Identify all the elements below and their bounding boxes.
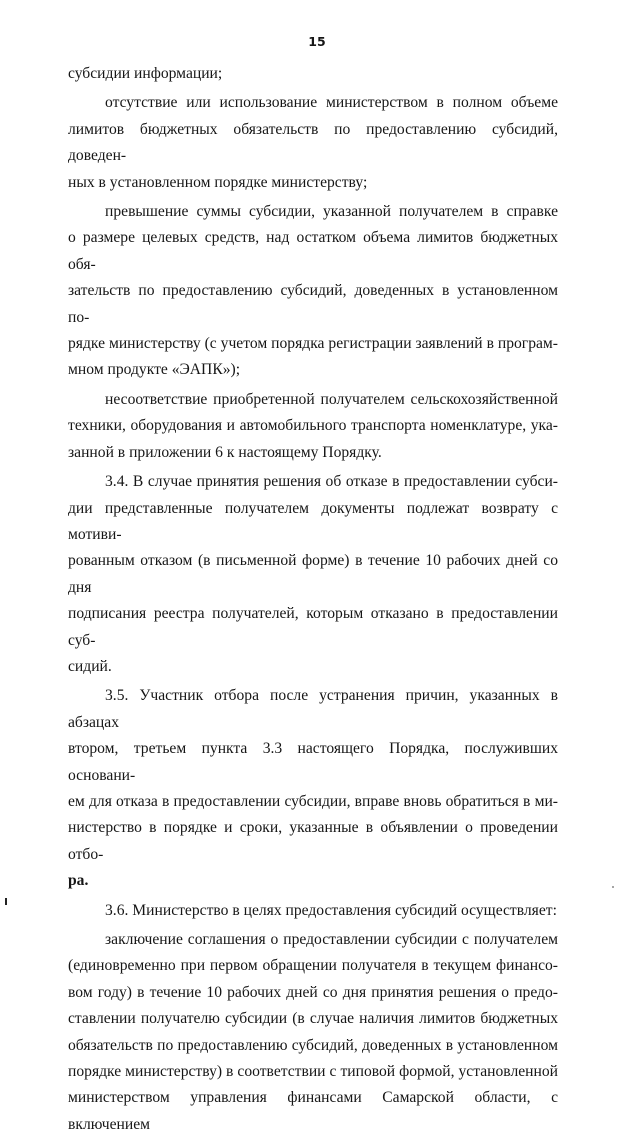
text-line: превышение суммы субсидии, указанной получателем в справке — [105, 203, 558, 221]
text-line: о размере целевых средств, над остатком объема лимитов бюджетных обя- — [68, 229, 558, 273]
text-line: втором, третьем пункта 3.3 настоящего Порядка, послуживших основани- — [68, 740, 558, 784]
text-line: техники, оборудования и автомобильного транспорта номенклатуре, ука- — [68, 417, 558, 435]
text-line: обязательств по предоставлению субсидий, доведенных в установленном — [68, 1036, 558, 1054]
text-line: мном продукте «ЭАПК»); — [68, 361, 241, 379]
text-line: порядке министерству) в соответствии с типовой формой, установленной — [68, 1063, 558, 1081]
text-line: ных в установленном порядке министерству; — [68, 173, 368, 191]
text-line: лимитов бюджетных обязательств по предоставлению субсидий, доведен- — [68, 120, 558, 165]
text-line: 3.6. Министерство в целях предоставления субсидий осуществляет: — [105, 901, 557, 919]
document-body — [68, 61, 558, 1138]
text-line: 3.5. Участник отбора после устранения причин, указанных в абзацах — [68, 687, 558, 731]
text-line: субсидии информации; — [68, 65, 223, 82]
scan-artifact — [612, 886, 614, 888]
text-line: занной в приложении 6 к настоящему Порядку. — [68, 443, 382, 461]
text-line: зательств по предоставлению субсидий, доведенных в установленном по- — [68, 282, 558, 326]
text-line: подписания реестра получателей, которым отказано в предоставлении суб- — [68, 605, 558, 649]
text-line: 3.4. В случае принятия решения об отказе в предоставлении субси- — [105, 473, 558, 491]
text-line: несоответствие приобретенной получателем сельскохозяйственной — [105, 390, 558, 408]
text-line: ра. — [68, 872, 89, 890]
text-line: отсутствие или использование министерством в полном объеме — [105, 94, 558, 112]
text-line: рованным отказом (в письменной форме) в течение 10 рабочих дней со дня — [68, 552, 558, 596]
page-number: 15 — [308, 34, 326, 49]
text-line: вом году) в течение 10 рабочих дней со дня принятия решения о предо- — [68, 983, 558, 1001]
text-line: министерством управления финансами Самарской области, с включением — [68, 1089, 558, 1133]
text-line: ем для отказа в предоставлении субсидии, вправе вновь обратиться в ми- — [68, 792, 558, 810]
text-line: заключение соглашения о предоставлении субсидии с получателем — [105, 931, 558, 948]
text-line: (единовременно при первом обращении получателя в текущем финансо- — [68, 957, 558, 975]
text-line: дии представленные получателем документы подлежат возврату с мотиви- — [68, 499, 558, 543]
text-line: ставлении получателю субсидии (в случае наличия лимитов бюджетных — [68, 1010, 558, 1028]
text-line: сидий. — [68, 657, 112, 675]
text-line: нистерство в порядке и сроки, указанные в объявлении о проведении отбо- — [68, 819, 558, 863]
scan-artifact — [5, 898, 7, 905]
text-line: рядке министерству (с учетом порядка регистрации заявлений в програм- — [68, 335, 558, 353]
